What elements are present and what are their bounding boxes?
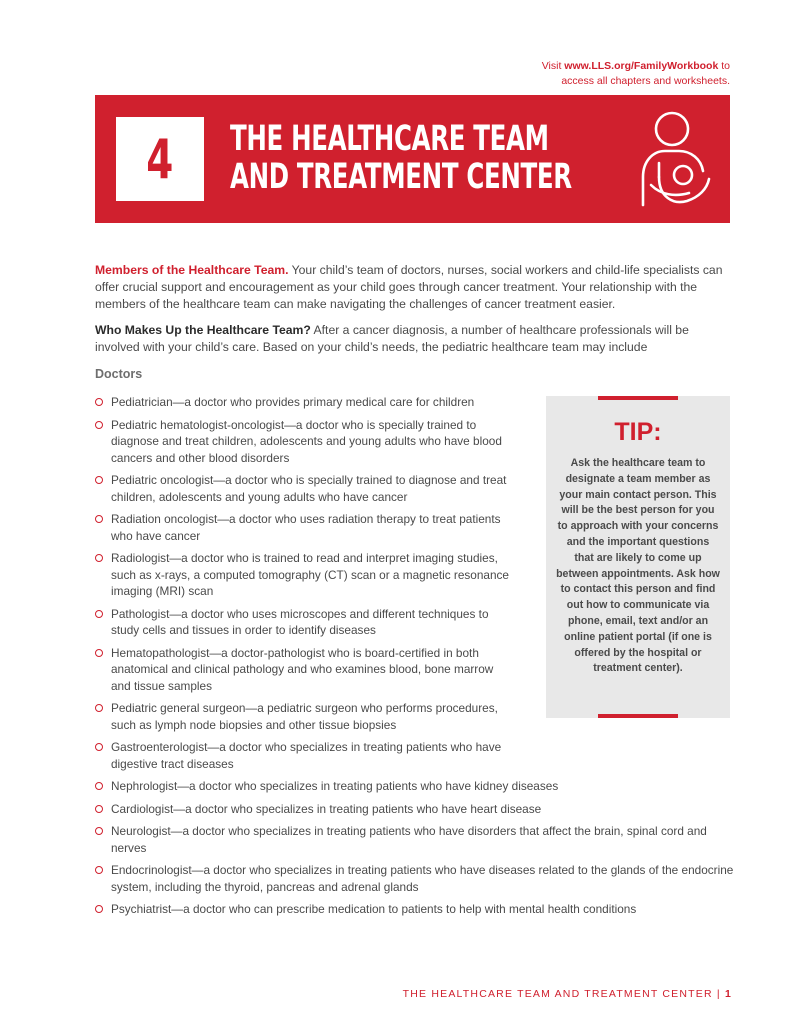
list-item-text: Pathologist—a doctor who uses microscopes and different techniques to study cells and tissues in order to identify diseases bbox=[111, 606, 489, 637]
list-item bbox=[95, 645, 515, 695]
list-item bbox=[95, 700, 515, 733]
list-item-text: Pediatrician—a doctor who provides primary medical care for children bbox=[111, 395, 475, 409]
bullet-circle-icon bbox=[95, 905, 103, 913]
list-item-text: Pediatric oncologist—a doctor who is specially trained to diagnose and treat children, adolescents and young adults who have cancer bbox=[111, 473, 507, 504]
chapter-title-line-1: THE HEALTHCARE TEAM bbox=[230, 119, 549, 159]
list-item-text: Hematopathologist—a doctor-pathologist who is board-certified in both anatomical and clinical pathology and who examines blood, bone marrow and tissue samples bbox=[111, 645, 494, 693]
chapter-number: 4 bbox=[146, 127, 174, 191]
chapter-banner bbox=[95, 95, 730, 223]
list-item bbox=[95, 394, 515, 411]
footer-label: THE HEALTHCARE TEAM AND TREATMENT CENTER bbox=[402, 988, 713, 1000]
list-item-text: Radiation oncologist—a doctor who uses radiation therapy to treat patients who have cancer bbox=[111, 512, 501, 543]
bullet-circle-icon bbox=[95, 515, 103, 523]
bullet-circle-icon bbox=[95, 805, 103, 813]
list-item bbox=[95, 823, 735, 856]
list-item-text: Nephrologist—a doctor who specializes in treating patients who have kidney diseases bbox=[111, 779, 559, 793]
parent-holding-child-icon bbox=[629, 105, 715, 213]
list-item-text: Neurologist—a doctor who specializes in treating patients who have disorders that affect the brain, spinal cord and nerves bbox=[111, 824, 707, 855]
bullet-circle-icon bbox=[95, 649, 103, 657]
chapter-title-line-2: AND TREATMENT CENTER bbox=[230, 157, 572, 197]
bullet-circle-icon bbox=[95, 610, 103, 618]
who-text: After a cancer diagnosis, a number of healthcare professionals will be involved with your child’s care. Based on your child’s needs, the pediatric healthcare team may include bbox=[95, 323, 689, 354]
list-item-text: Pediatric general surgeon—a pediatric surgeon who performs procedures, such as lymph node biopsies and other tissue biopsies bbox=[111, 701, 498, 732]
list-item-text: Radiologist—a doctor who is trained to read and interpret imaging studies, such as x-rays, a computed tomography (CT) scan or a magnetic resonance imaging (MRI) scan bbox=[111, 551, 509, 598]
family-workbook-link[interactable]: www.LLS.org/FamilyWorkbook bbox=[564, 60, 719, 72]
visit-suffix: to bbox=[718, 60, 730, 72]
list-item bbox=[95, 417, 515, 467]
visit-website-note bbox=[542, 59, 730, 89]
list-item bbox=[95, 550, 515, 600]
chapter-number-box bbox=[116, 117, 204, 201]
bullet-circle-icon bbox=[95, 866, 103, 874]
list-item-text: Gastroenterologist—a doctor who specializes in treating patients who have digestive tract diseases bbox=[111, 740, 502, 771]
page-number: 1 bbox=[724, 988, 732, 1000]
list-item bbox=[95, 778, 735, 795]
visit-line-2: access all chapters and worksheets. bbox=[561, 75, 730, 87]
members-paragraph bbox=[95, 262, 725, 313]
members-text: Your child’s team of doctors, nurses, social workers and child-life specialists can offer crucial support and encouragement as your child goes through cancer treatment. Your relationship with the members of the healthcare team can make navigating the challenges of cancer treatment easier. bbox=[95, 263, 723, 311]
chapter-title bbox=[230, 120, 572, 196]
tip-body: Ask the healthcare team to designate a team member as your main contact person. This will be the best person for you to approach with your concerns and the important questions that are likely to come up between appointments. Ask how to contact this person and find out how to communicate via phone, email, text and/or an online patient portal (if one is offered by the hospital or treatment center). bbox=[556, 457, 720, 675]
bullet-circle-icon bbox=[95, 398, 103, 406]
tip-top-bar bbox=[598, 396, 678, 400]
list-item bbox=[95, 511, 515, 544]
list-item bbox=[95, 801, 735, 818]
tip-title: TIP: bbox=[614, 418, 662, 446]
list-item bbox=[95, 606, 515, 639]
bullet-circle-icon bbox=[95, 782, 103, 790]
page-footer bbox=[403, 988, 732, 1000]
who-paragraph bbox=[95, 322, 725, 356]
members-heading: Members of the Healthcare Team. bbox=[95, 263, 289, 277]
footer-separator: | bbox=[712, 988, 725, 1000]
doctors-heading: Doctors bbox=[95, 367, 143, 381]
list-item-text: Endocrinologist—a doctor who specializes in treating patients who have diseases related to the glands of the endocrine system, including the thyroid, pancreas and adrenal glands bbox=[111, 863, 734, 894]
list-item-text: Pediatric hematologist-oncologist—a doctor who is specially trained to diagnose and treat children, adolescents and young adults who have blood cancers and other blood disorders bbox=[111, 417, 502, 465]
tip-box bbox=[546, 396, 730, 718]
list-item-text: Cardiologist—a doctor who specializes in treating patients who have heart disease bbox=[111, 801, 542, 816]
bullet-circle-icon bbox=[95, 704, 103, 712]
visit-prefix: Visit bbox=[541, 60, 565, 72]
list-item-text: Psychiatrist—a doctor who can prescribe medication to patients to help with mental health conditions bbox=[111, 902, 637, 916]
list-item bbox=[95, 901, 735, 918]
list-item bbox=[95, 472, 515, 505]
list-item bbox=[95, 739, 515, 772]
list-item bbox=[95, 862, 735, 895]
bullet-circle-icon bbox=[95, 827, 103, 835]
bullet-circle-icon bbox=[95, 476, 103, 484]
bullet-circle-icon bbox=[95, 554, 103, 562]
who-heading: Who Makes Up the Healthcare Team? bbox=[95, 323, 311, 337]
tip-bottom-bar bbox=[598, 714, 678, 718]
bullet-circle-icon bbox=[95, 743, 103, 751]
bullet-circle-icon bbox=[95, 421, 103, 429]
